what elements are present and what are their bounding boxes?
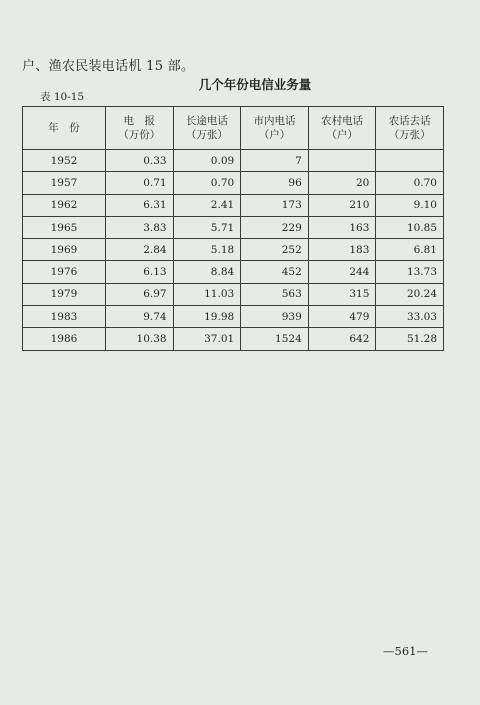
value-cell: 0.70 <box>376 172 444 194</box>
value-cell: 244 <box>308 261 376 283</box>
value-cell: 210 <box>308 194 376 216</box>
value-cell: 173 <box>241 194 309 216</box>
value-cell: 6.13 <box>106 261 174 283</box>
table-row <box>23 239 444 261</box>
year-cell: 1976 <box>23 261 106 283</box>
table-title: 几个年份电信业务量 <box>198 77 312 92</box>
page-number: —561— <box>383 644 428 658</box>
value-cell: 51.28 <box>376 328 444 350</box>
header-telegram: 电 报 （万份） <box>106 107 174 150</box>
header-rural-phone: 农村电话 （户） <box>308 107 376 150</box>
value-cell: 3.83 <box>106 216 174 238</box>
table-body <box>23 150 444 351</box>
value-cell: 8.84 <box>173 261 241 283</box>
value-cell: 10.38 <box>106 328 174 350</box>
value-cell: 563 <box>241 283 309 305</box>
table-row <box>23 306 444 328</box>
value-cell: 33.03 <box>376 306 444 328</box>
table-row <box>23 172 444 194</box>
value-cell: 6.31 <box>106 194 174 216</box>
value-cell: 452 <box>241 261 309 283</box>
year-cell: 1986 <box>23 328 106 350</box>
value-cell: 10.85 <box>376 216 444 238</box>
table-row <box>23 261 444 283</box>
value-cell: 6.97 <box>106 283 174 305</box>
value-cell: 183 <box>308 239 376 261</box>
value-cell <box>376 150 444 172</box>
intro-text: 户、渔农民装电话机 15 部。 <box>22 59 195 74</box>
value-cell: 642 <box>308 328 376 350</box>
value-cell: 2.84 <box>106 239 174 261</box>
table-row <box>23 283 444 305</box>
year-cell: 1979 <box>23 283 106 305</box>
value-cell: 0.71 <box>106 172 174 194</box>
value-cell: 20.24 <box>376 283 444 305</box>
value-cell: 0.09 <box>173 150 241 172</box>
value-cell: 5.18 <box>173 239 241 261</box>
value-cell <box>308 150 376 172</box>
value-cell: 13.73 <box>376 261 444 283</box>
value-cell: 1524 <box>241 328 309 350</box>
value-cell: 20 <box>308 172 376 194</box>
year-cell: 1957 <box>23 172 106 194</box>
value-cell: 5.71 <box>173 216 241 238</box>
value-cell: 2.41 <box>173 194 241 216</box>
value-cell: 939 <box>241 306 309 328</box>
year-cell: 1965 <box>23 216 106 238</box>
header-long-distance: 长途电话 （万张） <box>173 107 241 150</box>
year-cell: 1969 <box>23 239 106 261</box>
table-label: 表 10-15 <box>40 91 85 103</box>
value-cell: 252 <box>241 239 309 261</box>
table-header-row <box>23 107 444 150</box>
value-cell: 229 <box>241 216 309 238</box>
header-rural-outgoing: 农话去话 （万张） <box>376 107 444 150</box>
value-cell: 37.01 <box>173 328 241 350</box>
value-cell: 19.98 <box>173 306 241 328</box>
year-cell: 1952 <box>23 150 106 172</box>
header-year: 年 份 <box>23 107 106 150</box>
value-cell: 6.81 <box>376 239 444 261</box>
table-row <box>23 216 444 238</box>
table-row <box>23 328 444 350</box>
value-cell: 0.70 <box>173 172 241 194</box>
value-cell: 315 <box>308 283 376 305</box>
value-cell: 479 <box>308 306 376 328</box>
year-cell: 1962 <box>23 194 106 216</box>
value-cell: 11.03 <box>173 283 241 305</box>
telecom-volume-table <box>22 106 444 351</box>
value-cell: 9.10 <box>376 194 444 216</box>
table-row <box>23 150 444 172</box>
value-cell: 0.33 <box>106 150 174 172</box>
table-row <box>23 194 444 216</box>
header-local-phone: 市内电话 （户） <box>241 107 309 150</box>
value-cell: 96 <box>241 172 309 194</box>
value-cell: 7 <box>241 150 309 172</box>
value-cell: 163 <box>308 216 376 238</box>
value-cell: 9.74 <box>106 306 174 328</box>
year-cell: 1983 <box>23 306 106 328</box>
